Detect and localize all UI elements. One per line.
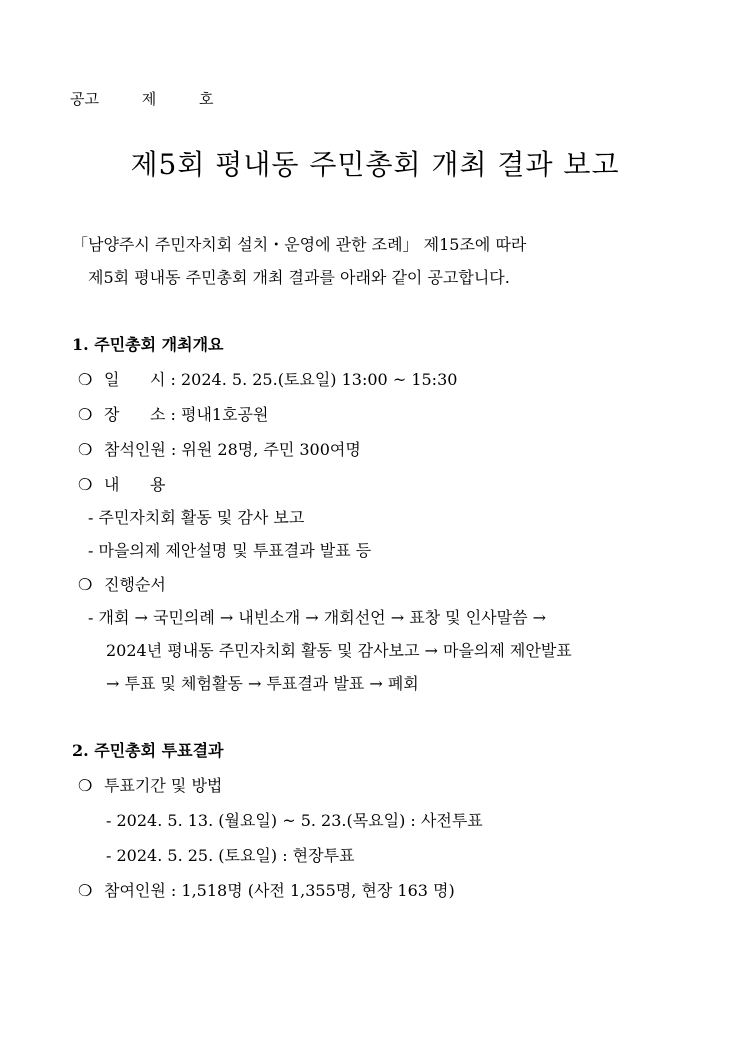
notice-ho: 호 [199,90,214,108]
circle-bullet-icon: ❍ [78,776,93,795]
place-label: 장 소 [104,405,166,424]
intro-line-1: 「남양주시 주민자치회 설치・운영에 관한 조례」 제15조에 따라 [72,235,527,254]
circle-bullet-icon: ❍ [78,475,93,494]
intro-line-2: 제5회 평내동 주민총회 개최 결과를 아래와 같이 공고합니다. [88,268,510,287]
section-1-heading: 1. 주민총회 개최개요 [72,335,224,354]
content-label: 내 용 [104,475,166,494]
date-row [78,367,457,390]
content-row [78,472,165,495]
circle-bullet-icon: ❍ [78,370,93,389]
participants-row [78,878,455,901]
period-label: 투표기간 및 방법 [104,776,223,795]
date-label: 일 시 [104,370,166,389]
circle-bullet-icon: ❍ [78,440,93,459]
circle-bullet-icon: ❍ [78,405,93,424]
attendees-row [78,437,361,460]
participants-value: : 1,518명 (사전 1,355명, 현장 163 명) [165,881,455,900]
place-row [78,402,268,425]
notice-number [70,88,214,109]
attendees-label: 참석인원 [104,440,166,459]
period-row [78,773,222,796]
participants-label: 참여인원 [104,881,166,900]
circle-bullet-icon: ❍ [78,575,93,594]
period-item: - 2024. 5. 13. (월요일) ~ 5. 23.(목요일) : 사전투표 [106,811,483,830]
content-item: - 주민자치회 활동 및 감사 보고 [88,508,305,527]
order-line: - 개회 → 국민의례 → 내빈소개 → 개회선언 → 표창 및 인사말씀 → [88,608,547,627]
period-item: - 2024. 5. 25. (토요일) : 현장투표 [106,846,355,865]
place-value: : 평내1호공원 [165,405,269,424]
circle-bullet-icon: ❍ [78,881,93,900]
date-value: : 2024. 5. 25.(토요일) 13:00 ~ 15:30 [165,370,458,389]
document-title: 제5회 평내동 주민총회 개최 결과 보고 [130,148,620,181]
notice-je: 제 [141,90,157,108]
order-label: 진행순서 [104,575,166,594]
notice-word: 공고 [70,90,99,108]
content-item: - 마을의제 제안설명 및 투표결과 발표 등 [88,541,372,560]
attendees-value: : 위원 28명, 주민 300여명 [165,440,361,459]
section-2-heading: 2. 주민총회 투표결과 [72,741,224,760]
order-line: → 투표 및 체험활동 → 투표결과 발표 → 폐회 [106,674,419,693]
order-row [78,572,166,595]
order-line: 2024년 평내동 주민자치회 활동 및 감사보고 → 마을의제 제안발표 [106,641,572,660]
